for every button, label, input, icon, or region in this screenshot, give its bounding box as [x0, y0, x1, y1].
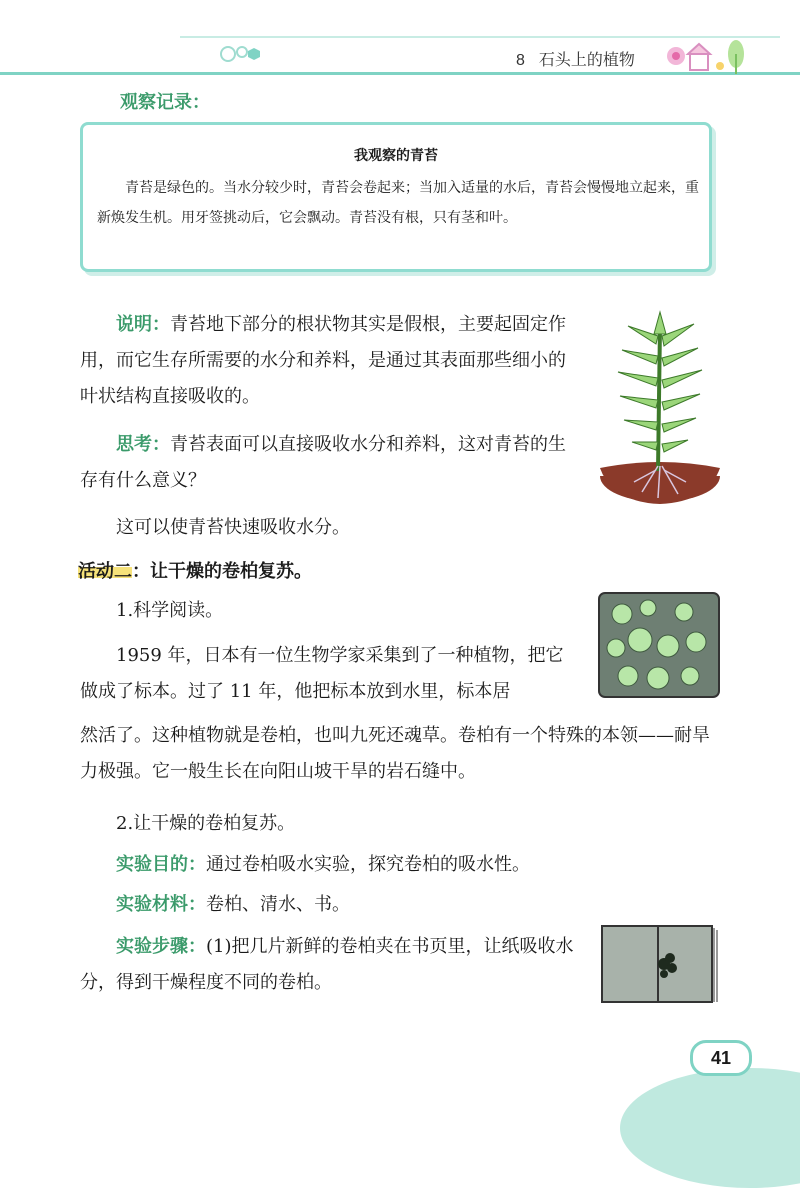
- experiment-steps: [80, 928, 590, 1001]
- page-number: 41: [690, 1040, 752, 1076]
- experiment-purpose: [116, 846, 726, 883]
- thinking-label: 思考：: [116, 434, 170, 454]
- observation-box: [80, 122, 712, 272]
- thinking-paragraph: [80, 426, 580, 499]
- observation-box-text: 青苔是绿色的。当水分较少时，青苔会卷起来；当加入适量的水后，青苔会慢慢地立起来，重新焕发生机。用牙签挑动后，它会飘动。青苔没有根，只有茎和叶。: [97, 180, 699, 226]
- chapter-title: 石头上的植物: [538, 52, 635, 69]
- activity2-heading: [78, 557, 312, 583]
- purpose-label: 实验目的：: [116, 854, 206, 874]
- material-text: 卷柏、清水、书。: [206, 894, 350, 915]
- chapter-heading: [516, 47, 635, 70]
- reading-paragraph-1: 1959 年，日本有一位生物学家采集到了一种植物，把它做成了标本。过了 11 年，他把标本放到水里，标本居: [80, 645, 564, 702]
- reading-heading: 1.科学阅读。: [116, 600, 224, 621]
- explanation-label: 说明：: [116, 314, 170, 334]
- revive-heading: 2.让干燥的卷柏复苏。: [116, 813, 296, 834]
- observation-label: 观察记录：: [120, 92, 210, 112]
- material-label: 实验材料：: [116, 894, 206, 914]
- activity2-title: ：让干燥的卷柏复苏。: [132, 561, 312, 581]
- thinking-question: 青苔表面可以直接吸收水分和养料，这对青苔的生存有什么意义？: [80, 434, 566, 491]
- purpose-text: 通过卷柏吸水实验，探究卷柏的吸水性。: [206, 854, 530, 875]
- moss-illustration: [598, 306, 722, 506]
- footer-corner-decor: [620, 1068, 800, 1188]
- selaginella-photo: [598, 592, 720, 698]
- explanation-paragraph: [80, 306, 580, 415]
- reading-paragraph-2: 然活了。这种植物就是卷柏，也叫九死还魂草。卷柏有一个特殊的本领——耐旱力极强。它一般生长在向阳山坡干旱的岩石缝中。: [80, 725, 710, 782]
- observation-box-title: 我观察的青苔: [354, 147, 438, 163]
- steps-label: 实验步骤：: [116, 936, 206, 956]
- steps-text: (1)把几片新鲜的卷柏夹在书页里，让纸吸收水分，得到干燥程度不同的卷柏。: [80, 936, 574, 993]
- header-decoration-icon: [664, 36, 756, 76]
- activity2-label: 活动二: [78, 561, 132, 581]
- thinking-answer: 这可以使青苔快速吸收水分。: [116, 517, 350, 538]
- book-illustration: [598, 922, 720, 1006]
- explanation-text: 青苔地下部分的根状物其实是假根，主要起固定作用，而它生存所需要的水分和养料，是通过其表面那些细小的叶状结构直接吸收的。: [80, 314, 566, 407]
- chapter-number: 8: [516, 52, 525, 69]
- experiment-materials: [116, 886, 716, 923]
- bubbles-icon: [218, 40, 268, 68]
